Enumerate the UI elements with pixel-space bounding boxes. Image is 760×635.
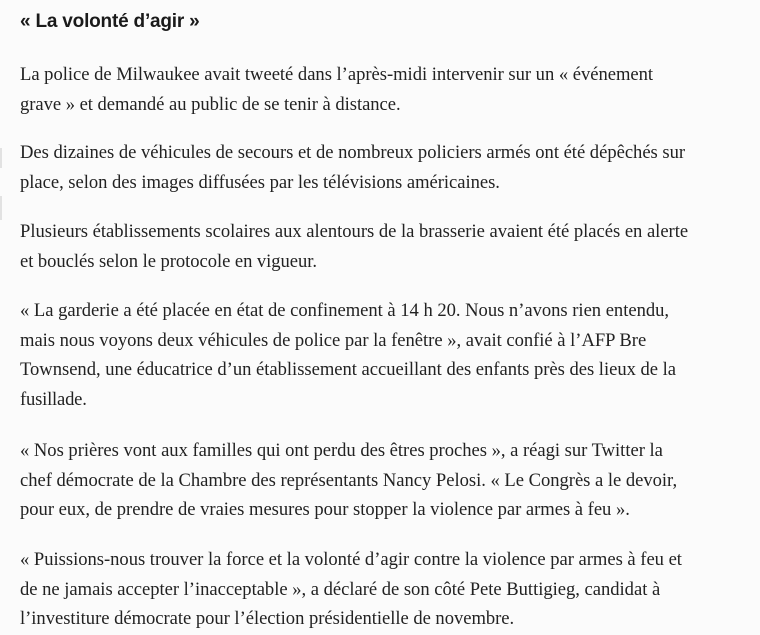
article-subheading: « La volonté d’agir » bbox=[20, 11, 200, 32]
paragraph-line: place, selon des images diffusées par les télévisions américaines. bbox=[20, 171, 500, 193]
article-paragraph bbox=[20, 138, 760, 197]
article-paragraph bbox=[20, 217, 760, 276]
paragraph-line: pour eux, de prendre de vraies mesures pour stopper la violence par armes à feu ». bbox=[20, 499, 630, 520]
left-edge-divider bbox=[0, 148, 2, 168]
paragraph-line: « La garderie a été placée en état de confinement à 14 h 20. Nous n’avons rien entendu, bbox=[20, 300, 670, 321]
article-paragraph bbox=[20, 296, 760, 414]
paragraph-line: grave » et demandé au public de se tenir à distance. bbox=[20, 93, 401, 115]
paragraph-line: La police de Milwaukee avait tweeté dans l’après-midi intervenir sur un « événement bbox=[20, 64, 654, 85]
paragraph-line: chef démocrate de la Chambre des représentants Nancy Pelosi. « Le Congrès a le devoir, bbox=[20, 469, 678, 491]
article-paragraph bbox=[20, 60, 760, 119]
paragraph-line: « Puissions-nous trouver la force et la volonté d’agir contre la violence par armes à feu et bbox=[20, 549, 682, 570]
paragraph-line: l’investiture démocrate pour l’élection présidentielle de novembre. bbox=[20, 608, 515, 629]
paragraph-line: Des dizaines de véhicules de secours et de nombreux policiers armés ont été dépêchés sur bbox=[20, 142, 686, 163]
article-paragraph bbox=[20, 545, 760, 634]
paragraph-line: fusillade. bbox=[20, 388, 87, 410]
left-edge-divider bbox=[0, 196, 2, 220]
paragraph-line: « Nos prières vont aux familles qui ont perdu des êtres proches », a réagi sur Twitter la bbox=[20, 440, 663, 461]
paragraph-line: mais nous voyons deux véhicules de police par la fenêtre », avait confié à l’AFP Bre bbox=[20, 329, 647, 351]
paragraph-line: et bouclés selon le protocole en vigueur. bbox=[20, 250, 317, 272]
paragraph-line: Townsend, une éducatrice d’un établissement accueillant des enfants près des lieux de la bbox=[20, 359, 676, 380]
paragraph-line: de ne jamais accepter l’inacceptable », a déclaré de son côté Pete Buttigieg, candidat à bbox=[20, 578, 661, 600]
article-paragraph bbox=[20, 436, 760, 525]
paragraph-line: Plusieurs établissements scolaires aux alentours de la brasserie avaient été placés en alerte bbox=[20, 221, 689, 242]
